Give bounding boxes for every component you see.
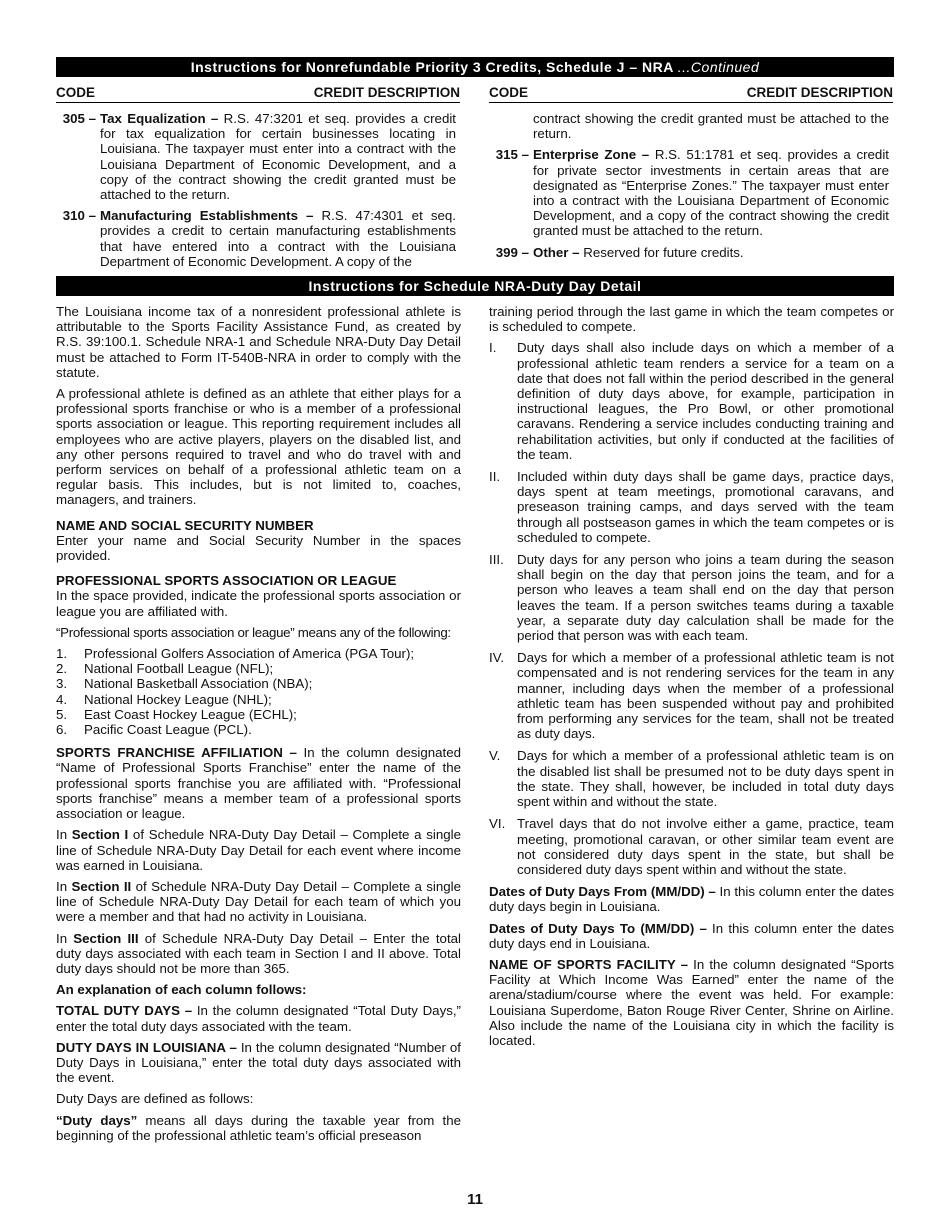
right-column-header [489, 84, 893, 103]
list-item [56, 676, 461, 691]
item-number: 1. [56, 646, 68, 662]
list-item [56, 661, 461, 676]
item-text: National Basketball Association (NBA); [84, 676, 313, 692]
credits-right-column [489, 111, 889, 266]
item-number: I. [489, 340, 497, 356]
total-duty-days-text: In the column designated “Total Duty Days,” enter the total duty days associated with the team. [56, 1003, 461, 1034]
code-header: CODE [56, 85, 96, 100]
text: of Schedule NRA-Duty Day Detail – Complete a single line of Schedule NRA-Duty Day Detail for each team of which you were a member and that had no activity in Louisiana. [56, 878, 461, 925]
duty-days-louisiana-paragraph [56, 1040, 461, 1086]
credit-name: Tax Equalization – [100, 111, 219, 126]
credit-item [56, 208, 456, 269]
league-heading: PROFESSIONAL SPORTS ASSOCIATION OR LEAGUE [56, 573, 397, 589]
section-1-paragraph [56, 827, 461, 873]
item-number: 4. [56, 691, 68, 707]
league-list [56, 646, 461, 737]
section-3-paragraph [56, 931, 461, 977]
item-text: National Football League (NFL); [84, 661, 274, 677]
section-label: Section II [71, 878, 132, 894]
duty-days-definition-text: means all days during the taxable year from the beginning of the professional athletic team’s official preseason [56, 1112, 461, 1143]
banner-continued: ...Continued [677, 59, 760, 75]
list-item [56, 646, 461, 661]
credit-code: 305 – [62, 111, 96, 126]
item-number: II. [489, 469, 501, 485]
credits-section-banner [56, 57, 894, 77]
dates-to-paragraph [489, 921, 894, 951]
duty-day-right-column [489, 304, 894, 1054]
item-number: 6. [56, 722, 68, 738]
credit-name: Other – [533, 244, 580, 260]
roman-item [489, 469, 894, 545]
sports-facility-paragraph [489, 957, 894, 1048]
roman-item [489, 650, 894, 741]
text: of Schedule NRA-Duty Day Detail – Complete a single line of Schedule NRA-Duty Day Detail for each event where income was earned in Louisiana. [56, 827, 461, 873]
left-column-header [56, 84, 460, 103]
item-number: VI. [489, 816, 506, 832]
duty-days-continuation: training period through the last game in which the team competes or is scheduled to compete. [489, 304, 894, 335]
credit-text: Reserved for future credits. [579, 244, 744, 260]
code-header: CODE [489, 85, 529, 100]
franchise-affiliation-paragraph [56, 745, 461, 821]
item-text: Pacific Coast League (PCL). [84, 722, 252, 738]
item-number: 2. [56, 661, 68, 677]
total-duty-days-paragraph [56, 1003, 461, 1033]
name-ssn-text: Enter your name and Social Security Number in the spaces provided. [56, 532, 461, 564]
item-text: Days for which a member of a professional athletic team is not compensated and is not rendering services for the team in any manner, including days when the member of a professional athletic team has been suspended without pay and prohibited from performing any services for the team, shall not be treated as duty days. [517, 650, 894, 742]
credit-name: Enterprise Zone – [533, 147, 650, 163]
duty-day-left-column [56, 304, 461, 1149]
text: In [56, 930, 74, 946]
credit-item [489, 245, 889, 260]
item-text: Included within duty days shall be game days, practice days, days spent at team meetings, promotional caravans, and preseason training camps, and days served with the team through all postseason games in which the team competes or is scheduled to compete. [517, 469, 894, 545]
page-number: 11 [467, 1191, 483, 1208]
sports-facility-text: In the column designated “Sports Facility at Which Income Was Earned” enter the name of the arena/stadium/course where the event was held. For example: Louisiana Superdome, Baton Rouge River Center, Shrine on Airline. Also include the name of the Louisiana city in which the facility is located. [489, 956, 894, 1048]
item-text: Duty days shall also include days on which a member of a professional athletic team renders a service for a team on a date that does not fall within the period described in the general definition of duty days above, for example, participation in instructional leagues, the Pro Bowl, or other promotional caravans. Rendering a service includes conducting training and rehabilitation activities, but only if conducted at the facilities of the team. [517, 340, 894, 462]
credit-code: 399 – [495, 244, 529, 260]
credit-continuation: contract showing the credit granted must be attached to the return. [533, 111, 889, 142]
league-text: In the space provided, indicate the professional sports association or league you are affiliated with. [56, 588, 461, 619]
explanation-heading: An explanation of each column follows: [56, 982, 307, 998]
dates-from-text: In this column enter the dates duty days begin in Louisiana. [489, 884, 894, 915]
text: of Schedule NRA-Duty Day Detail – Enter the total duty days associated with each team in Section I and II above. Total duty days should not be more than 365. [56, 930, 461, 976]
duty-days-louisiana-text: In the column designated “Number of Duty Days in Louisiana,” enter the total duty days associated with the event. [56, 1039, 461, 1086]
item-text: National Hockey League (NHL); [84, 691, 272, 707]
duty-days-definition-paragraph [56, 1113, 461, 1143]
franchise-affiliation-text: In the column designated “Name of Professional Sports Franchise” enter the name of the professional sports franchise you are affiliated with. “Professional sports franchise” means a member team of a professional sports association or league. [56, 745, 461, 822]
item-number: 3. [56, 676, 68, 692]
list-item [56, 722, 461, 737]
credit-description-header: CREDIT DESCRIPTION [313, 85, 460, 100]
section-label: Section III [73, 930, 139, 946]
duty-day-section-banner: Instructions for Schedule NRA-Duty Day Detail [56, 276, 894, 296]
item-number: III. [489, 552, 504, 568]
total-duty-days-label: TOTAL DUTY DAYS – [56, 1003, 193, 1019]
credit-name: Manufacturing Establishments – [100, 208, 314, 224]
section-label: Section I [71, 827, 129, 843]
credit-text: R.S. 47:3201 et seq. provides a credit for tax equalization for certain businesses locating in Louisiana. The taxpayer must enter into a contract with the Louisiana Department of Economic Development, and a copy of the contract showing the credit granted must be attached to the return. [100, 111, 456, 203]
section-2-paragraph [56, 879, 461, 925]
item-number: IV. [489, 650, 505, 666]
item-text: Professional Golfers Association of America (PGA Tour); [84, 646, 415, 662]
dates-from-label: Dates of Duty Days From (MM/DD) – [489, 884, 716, 900]
roman-item [489, 340, 894, 462]
league-means-text: “Professional sports association or league” means any of the following: [56, 624, 451, 640]
credit-item [56, 111, 456, 202]
credit-description-header: CREDIT DESCRIPTION [746, 85, 893, 100]
item-number: 5. [56, 706, 68, 722]
list-item [56, 707, 461, 722]
dates-to-text: In this column enter the dates duty days end in Louisiana. [489, 920, 894, 951]
duty-days-term: “Duty days” [56, 1112, 138, 1128]
sports-facility-label: NAME OF SPORTS FACILITY – [489, 956, 689, 972]
text: In [56, 827, 72, 843]
item-text: East Coast Hockey League (ECHL); [84, 706, 297, 722]
credit-code: 310 – [62, 208, 96, 224]
credits-left-column [56, 111, 456, 275]
credit-text: R.S. 47:4301 et seq. provides a credit to certain manufacturing establishments that have entered into a contract with the Louisiana Department of Economic Development. A copy of the [100, 208, 456, 269]
duty-days-defined: Duty Days are defined as follows: [56, 1091, 254, 1107]
roman-item [489, 748, 894, 809]
intro-paragraph: The Louisiana income tax of a nonresident professional athlete is attributable to the Sports Facility Assistance Fund, as created by R.S. 39:100.1. Schedule NRA-1 and Schedule NRA-Duty Day Detail must be attached to Form IT-540B-NRA in order to comply with the statute. [56, 304, 461, 380]
item-text: Travel days that do not involve either a game, practice, team meeting, promotional caravan, or other similar team event are not considered duty days spent in the state, but shall be considered duty days spent within and without the state. [517, 816, 894, 877]
banner-title: Instructions for Nonrefundable Priority 3 Credits, Schedule J – NRA [190, 59, 678, 75]
item-text: Days for which a member of a professional athletic team is on the disabled list shall be presumed not to be duty days spent in the state. They shall, however, be included in total duty days spent within and without the state. [517, 748, 894, 810]
list-item [56, 692, 461, 707]
item-text: Duty days for any person who joins a team during the season shall begin on the day that person joins the team, and for a person who leaves a team shall end on the day that person leaves the team. If a person switches teams during a taxable year, a separate duty day calculation shall be made for the period that person was with each team. [517, 552, 894, 644]
dates-to-label: Dates of Duty Days To (MM/DD) – [489, 920, 707, 936]
name-ssn-heading: NAME AND SOCIAL SECURITY NUMBER [56, 517, 314, 533]
text: In [56, 878, 72, 894]
athlete-definition: A professional athlete is defined as an athlete that either plays for a professional sports franchise or who is a member of a professional sports association or league. This reporting requirement includes all employees who are active players, players on the disabled list, and any other persons required to travel and who do travel with and perform services on behalf of a professional athletic team on a regular basis. This includes, but is not limited to, coaches, managers, and trainers. [56, 386, 461, 508]
credit-text: R.S. 51:1781 et seq. provides a credit for private sector investments in certain areas that are designated as “Enterprise Zones.” The taxpayer must enter into a contract with the Louisiana Department of Economic Development, and a copy of the contract showing the credit granted must be attached to the return. [533, 147, 889, 239]
roman-item [489, 552, 894, 643]
roman-item [489, 816, 894, 877]
franchise-affiliation-label: SPORTS FRANCHISE AFFILIATION – [56, 745, 297, 761]
item-number: V. [489, 748, 501, 764]
duty-days-louisiana-label: DUTY DAYS IN LOUISIANA – [56, 1039, 237, 1055]
credit-code: 315 – [495, 147, 529, 163]
credit-item [489, 147, 889, 238]
dates-from-paragraph [489, 884, 894, 914]
